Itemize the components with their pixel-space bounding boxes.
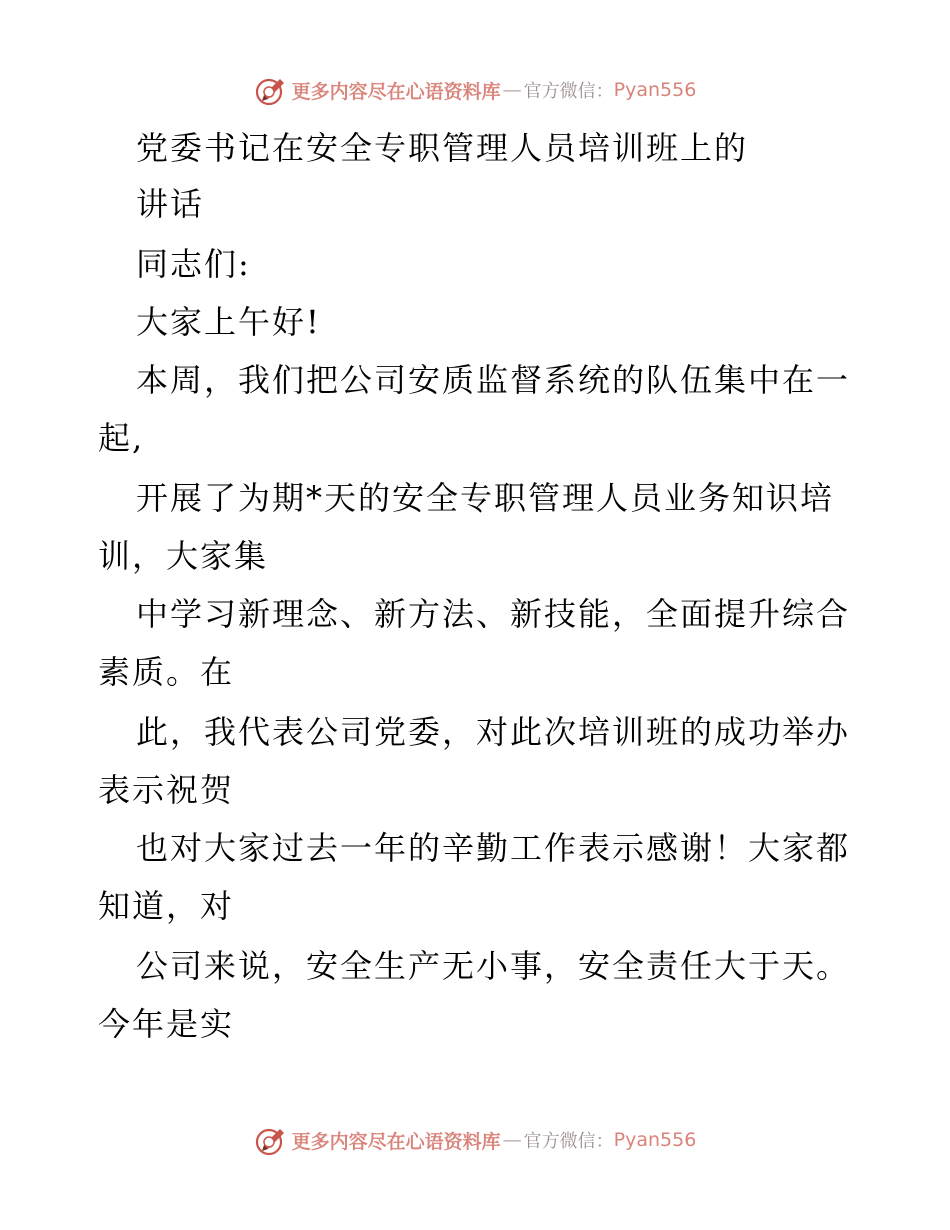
paragraph-line: 素质。在 [98, 653, 235, 691]
paragraph-line: 此，我代表公司党委，对此次培训班的成功举办 [136, 713, 851, 751]
wechat-id: Pyan556 [613, 79, 697, 101]
paragraph-line: 知道，对 [98, 887, 235, 925]
paragraph-line: 起, [98, 419, 145, 457]
paragraph-line: 中学习新理念、新方法、新技能，全面提升综合 [136, 595, 851, 633]
paragraph-line: 公司来说，安全生产无小事，安全责任大于天。 [136, 947, 851, 985]
paragraph-line: 表示祝贺 [98, 771, 235, 809]
wechat-id: Pyan556 [613, 1129, 697, 1151]
paragraph-line: 本周，我们把公司安质监督系统的队伍集中在一 [136, 361, 851, 399]
banner-dash: — [502, 79, 522, 101]
title-line-2: 讲话 [136, 185, 205, 223]
pen-logo-icon [254, 1123, 288, 1157]
paragraph-line: 开展了为期*天的安全专职管理人员业务知识培 [136, 479, 835, 517]
footer-banner [0, 1120, 950, 1160]
contact-label: 官方微信： [523, 1131, 614, 1152]
title-line-1: 党委书记在安全专职管理人员培训班上的 [136, 129, 749, 167]
greeting: 大家上午好! [136, 303, 321, 341]
brand-text: 更多内容尽在心语资料库 [291, 80, 501, 103]
banner-dash: — [502, 1129, 522, 1151]
header-banner [0, 70, 950, 110]
pen-logo-icon [254, 73, 288, 107]
salutation: 同志们: [136, 245, 251, 283]
contact-label: 官方微信： [523, 81, 614, 102]
paragraph-line: 也对大家过去一年的辛勤工作表示感谢！大家都 [136, 829, 851, 867]
paragraph-line: 训，大家集 [98, 537, 269, 575]
brand-text: 更多内容尽在心语资料库 [291, 1130, 501, 1153]
paragraph-line: 今年是实 [98, 1005, 235, 1043]
